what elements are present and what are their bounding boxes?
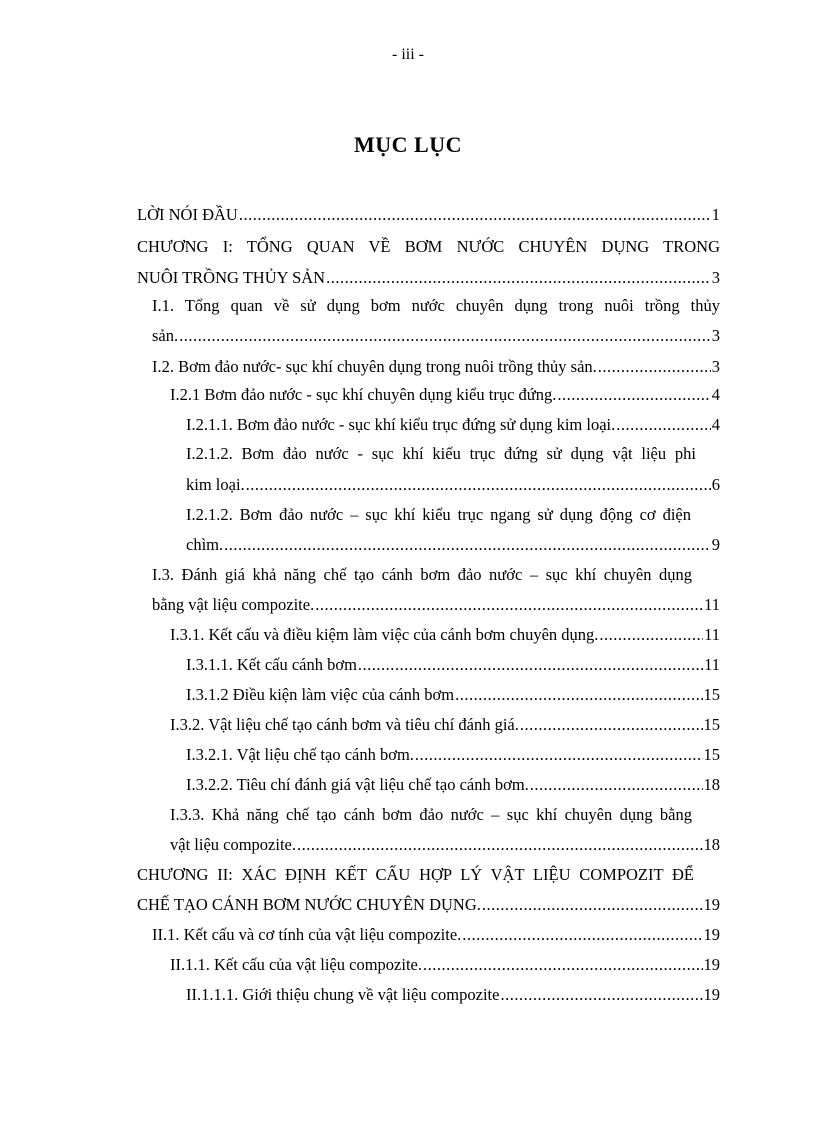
- toc-entry-text: I.3.1.1. Kết cấu cánh bơm: [186, 655, 357, 674]
- toc-entry-page: 11: [704, 625, 720, 644]
- toc-entry-page: 6: [711, 475, 720, 494]
- toc-entry-page: 19: [703, 925, 720, 944]
- toc-entry-text: II.1. Kết cấu và cơ tính của vật liệu compozite.: [152, 925, 462, 944]
- toc-entry[interactable]: [170, 385, 720, 405]
- toc-entry[interactable]: [186, 535, 720, 555]
- page-title: MỤC LỤC: [354, 132, 462, 157]
- toc-entry-page: 19: [703, 985, 720, 1004]
- toc-entry-page: 4: [711, 415, 720, 434]
- toc-entry-text: bằng vật liệu compozite.: [152, 595, 315, 614]
- toc-entry[interactable]: [152, 925, 720, 945]
- toc-entry-text: II.1.1.1. Giới thiệu chung về vật liệu compozite: [186, 985, 500, 1004]
- toc-entry[interactable]: [152, 595, 720, 615]
- toc-entry-page: 3: [711, 357, 720, 376]
- toc-entry-text: NUÔI TRỒNG THỦY SẢN: [137, 268, 326, 287]
- toc-entry-line1[interactable]: I.2.1.2. Bơm đảo nước - sục khí kiểu trục đứng sử dụng vật liệu phi: [186, 444, 696, 463]
- toc-entry-text: I.3.2.2. Tiêu chí đánh giá vật liệu chế tạo cánh bơm.: [186, 775, 529, 794]
- toc-entry[interactable]: [186, 775, 720, 795]
- toc-entry[interactable]: [186, 745, 720, 765]
- toc-entry-page: 15: [703, 685, 720, 704]
- toc-entry[interactable]: [152, 357, 720, 377]
- toc-entry-line1[interactable]: CHƯƠNG II: XÁC ĐỊNH KẾT CẤU HỢP LÝ VẬT LIỆU COMPOZIT ĐỂ: [137, 865, 694, 884]
- toc-entry-text: LỜI NÓI ĐẦU: [137, 205, 238, 224]
- toc-entry-line1[interactable]: I.2.1.2. Bơm đảo nước – sục khí kiểu trục ngang sử dụng động cơ điện: [186, 505, 691, 524]
- toc-entry-text: vật liệu compozite.: [170, 835, 296, 854]
- toc-entry-text: I.3.2.1. Vật liệu chế tạo cánh bơm.: [186, 745, 414, 764]
- toc-entry-page: 1: [711, 205, 720, 224]
- toc-entry[interactable]: [137, 268, 720, 288]
- page-number: - iii -: [392, 46, 424, 63]
- toc-entry-line1[interactable]: I.1. Tổng quan về sử dụng bơm nước chuyên dụng trong nuôi trồng thủy: [152, 296, 720, 315]
- toc-entry[interactable]: [186, 985, 720, 1005]
- toc-entry-text: I.2.1 Bơm đảo nước - sục khí chuyên dụng kiểu trục đứng.: [170, 385, 557, 404]
- toc-entry-text: I.3.1. Kết cấu và điều kiệm làm việc của cánh bơm chuyên dụng.: [170, 625, 599, 644]
- toc-entry[interactable]: [186, 655, 720, 675]
- toc-entry[interactable]: [170, 625, 720, 645]
- toc-entry[interactable]: [186, 685, 720, 705]
- toc-entry-page: 18: [703, 835, 720, 854]
- toc-entry-line1[interactable]: CHƯƠNG I: TỔNG QUAN VỀ BƠM NƯỚC CHUYÊN DỤNG TRONG: [137, 237, 720, 256]
- toc-entry-page: 9: [711, 535, 720, 554]
- toc-entry-page: 15: [703, 745, 720, 764]
- toc-entry[interactable]: [170, 715, 720, 735]
- toc-entry[interactable]: [137, 895, 720, 915]
- toc-entry[interactable]: [186, 475, 720, 495]
- toc-entry-page: 11: [704, 595, 720, 614]
- toc-entry-page: 3: [711, 326, 720, 345]
- toc-entry-text: II.1.1. Kết cấu của vật liệu compozite.: [170, 955, 422, 974]
- toc-entry-page: 19: [703, 895, 720, 914]
- toc-entry[interactable]: [186, 415, 720, 435]
- toc-entry[interactable]: [137, 205, 720, 225]
- toc-entry[interactable]: [170, 835, 720, 855]
- toc-entry-text: I.3.2. Vật liệu chế tạo cánh bơm và tiêu chí đánh giá.: [170, 715, 519, 734]
- toc-entry-text: chìm.: [186, 535, 224, 554]
- toc-entry-page: 18: [703, 775, 720, 794]
- toc-entry-page: 19: [703, 955, 720, 974]
- toc-entry[interactable]: [152, 326, 720, 346]
- toc-entry-page: 4: [711, 385, 720, 404]
- toc-entry-text: kim loại.: [186, 475, 245, 494]
- toc-entry-page: 11: [704, 655, 720, 674]
- toc-entry[interactable]: [170, 955, 720, 975]
- toc-entry-text: CHẾ TẠO CÁNH BƠM NƯỚC CHUYÊN DỤNG.: [137, 895, 481, 914]
- toc-entry-text: I.2.1.1. Bơm đảo nước - sục khí kiểu trục đứng sử dụng kim loại.: [186, 415, 616, 434]
- toc-entry-page: 3: [711, 268, 720, 287]
- toc-entry-line1[interactable]: I.3. Đánh giá khả năng chế tạo cánh bơm đảo nước – sục khí chuyên dụng: [152, 565, 692, 584]
- toc-entry-text: I.3.1.2 Điều kiện làm việc của cánh bơm: [186, 685, 455, 704]
- toc-entry-text: sản.: [152, 326, 179, 345]
- toc-entry-line1[interactable]: I.3.3. Khả năng chế tạo cánh bơm đảo nước – sục khí chuyên dụng bằng: [170, 805, 692, 824]
- toc-entry-text: I.2. Bơm đảo nước- sục khí chuyên dụng trong nuôi trồng thủy sản.: [152, 357, 597, 376]
- toc-entry-page: 15: [703, 715, 720, 734]
